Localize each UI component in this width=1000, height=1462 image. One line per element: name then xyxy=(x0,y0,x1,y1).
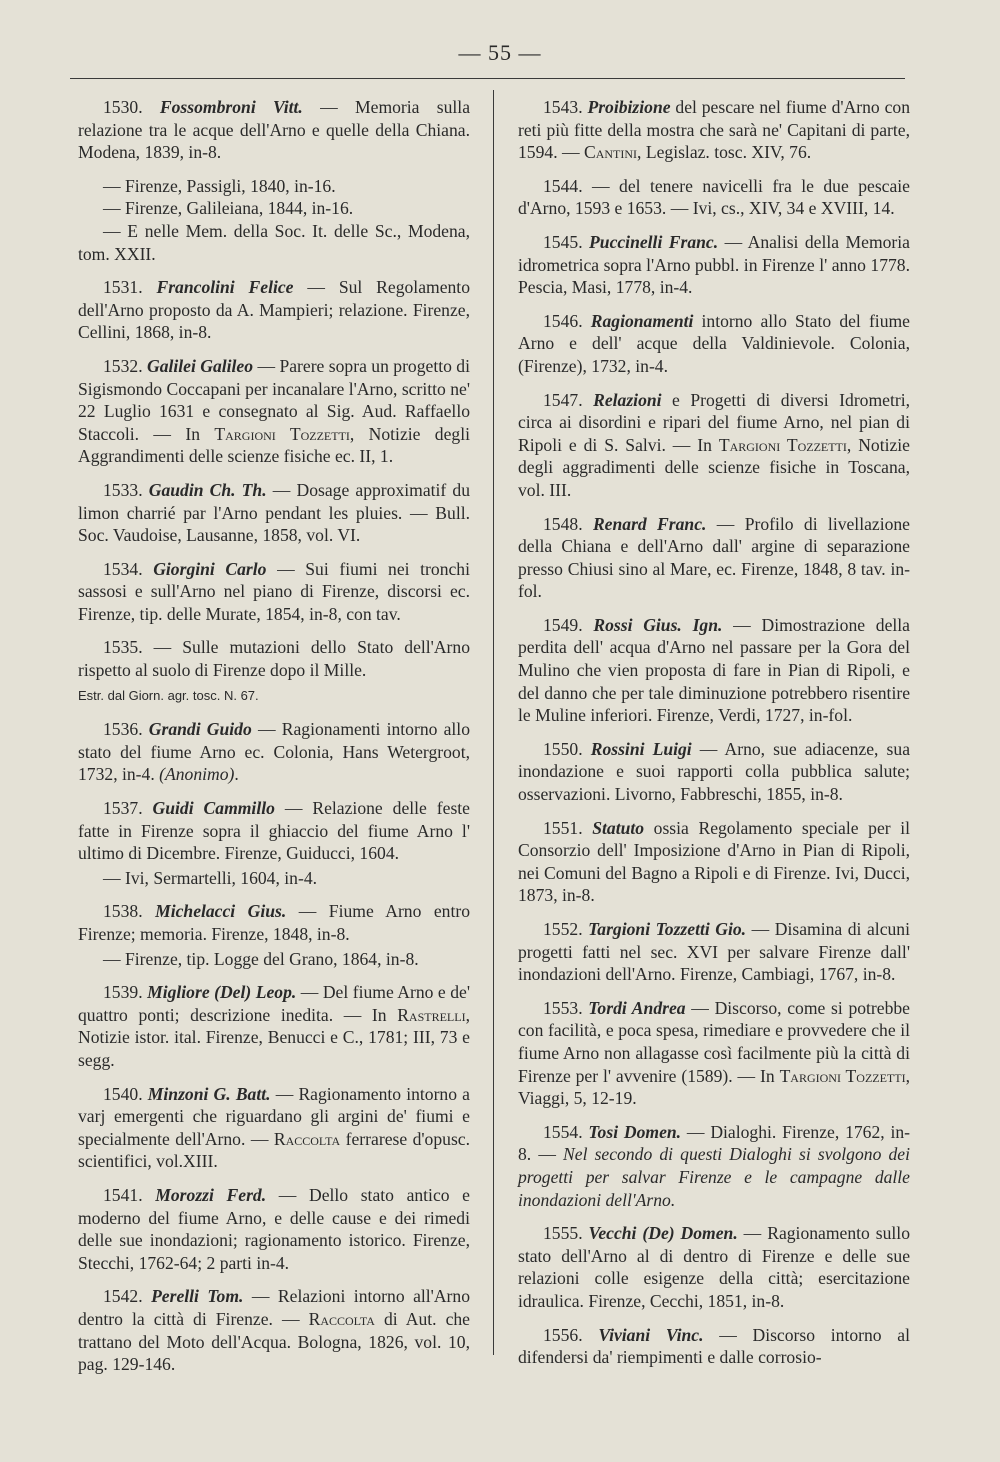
entry-number: 1544. xyxy=(543,175,583,196)
entry-number: 1551. xyxy=(543,817,583,838)
entry-number: 1536. xyxy=(103,719,143,740)
entry-text: ferrarese d'opusc. scientifici, vol.XIII. xyxy=(78,1128,471,1172)
bibliography-entry xyxy=(518,817,910,907)
entry-text: — Discorso intorno al difendersi da' riempimenti e dalle corrosio- xyxy=(518,1324,910,1368)
bibliography-entry xyxy=(78,636,470,681)
entry-author: Puccinelli Franc. xyxy=(589,231,719,252)
bibliography-entry xyxy=(518,1121,910,1211)
bibliography-entry xyxy=(78,1083,470,1173)
entry-number: 1554. xyxy=(543,1121,583,1142)
entry-text: , Notizie degli Aggrandimenti delle scienze fisiche ec. II, 1. xyxy=(78,423,470,467)
entry-italic-text: Nel secondo di questi Dialoghi si svolgono dei progetti per salvar Firenze e le campagne dalle inondazioni dell'Arno. xyxy=(518,1144,910,1210)
entry-number: 1545. xyxy=(543,231,583,252)
entry-continuation: — Firenze, Passigli, 1840, in-16. xyxy=(103,175,336,196)
entry-text: — Fiume Arno entro Firenze; memoria. Firenze, 1848, in-8. xyxy=(78,901,470,944)
entry-author: Ragionamenti xyxy=(590,310,694,331)
entry-text: del pescare nel fiume d'Arno con reti più fitte della mostra che sarà ne' Capitani di parte, 1594. — xyxy=(518,97,910,163)
bibliography-entry xyxy=(518,1222,910,1312)
entry-source: Raccolta xyxy=(308,1308,375,1329)
entry-number: 1539. xyxy=(103,982,143,1003)
entry-text: — Dialoghi. Firenze, 1762, in-8. — xyxy=(518,1121,911,1165)
entry-text: — Ragionamento sullo stato dell'Arno al di dentro di Firenze e delle sue relazioni colle esigenze della città; esercitazione idraulica. Firenze, Cecchi, 1851, in-8. xyxy=(518,1223,910,1311)
bibliography-entry xyxy=(518,1324,910,1369)
entry-author: Giorgini Carlo xyxy=(153,558,267,579)
entry-text: — Dello stato antico e moderno del fiume Arno, e delle cause e dei rimedi delle sue inondazioni; ragionamento istorico. Firenze, Stecchi, 1762-64; 2 parti in-4. xyxy=(78,1184,470,1273)
entry-text: ossia Regolamento speciale per il Consorzio dell' Imposizione d'Arno in Pian di Ripoli, nei Comuni del Bagno a Ripoli e di Firenze. Ivi, Ducci, 1873, in-8. xyxy=(518,817,911,906)
entry-text: — Discorso, come si potrebbe con facilità, e poca spesa, rimediare e provvedere che il fiume Arno non allagasse così facilmente più la città di Firenze per l' avvenire (1589). — In xyxy=(518,997,910,1086)
bibliography-entry xyxy=(78,1184,470,1274)
bibliography-entry xyxy=(518,96,910,164)
entry-author: Galilei Galileo xyxy=(147,355,254,376)
entry-number: 1549. xyxy=(543,614,583,635)
entry-author: Minzoni G. Batt. xyxy=(147,1083,271,1104)
entry-number: 1547. xyxy=(543,389,583,410)
header-rule xyxy=(70,78,905,79)
bibliography-entry xyxy=(78,1285,470,1375)
bibliography-entry xyxy=(78,355,470,468)
bibliography-entry xyxy=(78,981,470,1071)
entry-text: — Parere sopra un progetto di Sigismondo Coccapani per incanalare l'Arno, scritto ne' 22 Luglio 1631 e consegnato al Sig. Aud. Raffaello Staccoli. — In xyxy=(78,355,470,444)
entry-text: intorno allo Stato del fiume Arno e dell' acque della Valdinievole. Colonia, (Firenze), 1732, in-4. xyxy=(518,310,910,376)
entry-text: — Profilo di livellazione della Chiana e dell'Arno dall' argine di separazione presso Chiusi sino al Mare, ec. Firenze, 1848, 8 tav. in-fol. xyxy=(518,513,910,602)
bibliography-entry xyxy=(78,797,470,865)
bibliography-entry xyxy=(518,614,910,727)
entry-author: Rossi Gius. Ign. xyxy=(593,614,723,635)
entry-number: 1530. xyxy=(103,97,143,117)
bibliography-entry xyxy=(518,389,910,502)
entry-text: — Sui fiumi nei tronchi sassosi e sull'Arno nel piano di Firenze, discorsi ec. Firenze, tip. delle Murate, 1854, in-8, con tav. xyxy=(78,558,470,624)
bibliography-entry xyxy=(78,900,470,945)
entry-text: di Aut. che trattano del Moto dell'Acqua. Bologna, 1826, vol. 10, pag. 129-146. xyxy=(78,1308,470,1375)
bibliography-entry xyxy=(518,738,910,806)
entry-author: Targioni Tozzetti Gio. xyxy=(588,919,747,939)
entry-number: 1555. xyxy=(543,1223,583,1244)
entry-text: — Analisi della Memoria idrometrica sopra l'Arno pubbl. in Firenze l' anno 1778. Pescia, Masi, 1778, in-4. xyxy=(518,231,910,298)
bibliography-entry xyxy=(78,479,470,547)
entry-author: Morozzi Ferd. xyxy=(155,1184,267,1205)
entry-number: 1550. xyxy=(543,738,583,759)
entry-author: Perelli Tom. xyxy=(151,1286,244,1307)
bibliography-entry xyxy=(78,96,470,164)
entry-author: Tordi Andrea xyxy=(588,997,686,1018)
entry-number: 1534. xyxy=(103,558,143,579)
entry-text: — Relazione delle feste fatte in Firenze sopra il ghiaccio del fiume Arno l' ultimo di Dicembre. Firenze, Guiducci, 1604. xyxy=(78,798,470,864)
right-column xyxy=(518,96,910,1380)
entry-text: — Arno, sue adiacenze, sua inondazione e suoi rapporti colla pubblica salute; osservazioni. Livorno, Fabbreschi, 1855, in-8. xyxy=(518,738,911,805)
page-number: — 55 — xyxy=(458,40,542,65)
entry-continuation: — Firenze, Galileiana, 1844, in-16. xyxy=(103,198,354,219)
entry-text: — Ragionamenti intorno allo stato del fiume Arno ec. Colonia, Hans Wetergroot, 1732, in-4. xyxy=(78,719,470,785)
entry-source: Targioni Tozzetti xyxy=(214,423,350,444)
entry-number: 1553. xyxy=(543,997,583,1018)
entry-text: — Sulle mutazioni dello Stato dell'Arno rispetto al suolo di Firenze dopo il Mille. xyxy=(78,637,470,681)
entry-text: — Ragionamento intorno a varj emergenti che riguardano gli argini de' fiumi e specialmente dell'Arno. — xyxy=(78,1083,470,1149)
entry-text: , Legislaz. tosc. XIV, 76. xyxy=(637,142,812,163)
entry-source: Targioni Tozzetti xyxy=(779,1065,906,1086)
entry-number: 1540. xyxy=(103,1083,143,1104)
entry-text: — Dimostrazione della perdita dell' acqua d'Arno nel passare per la Gora del Mulino che vien proposta di fare in Pian di Ripoli, e del danno che per tale diminuzione potrebbero risentire le Muline inferiori. Firenze, Verdi, 1727, in-fol. xyxy=(518,614,910,726)
entry-source: Rastrelli xyxy=(397,1004,466,1025)
entry-author: Vecchi (De) Domen. xyxy=(588,1223,738,1244)
entry-text: e Progetti di diversi Idrometri, circa ai disordini e ripari del fiume Arno, nel pian di Ripoli e di S. Salvi. — In xyxy=(518,389,911,455)
entry-number: 1532. xyxy=(103,355,143,376)
entry-number: 1541. xyxy=(103,1184,143,1205)
entry-author: Viviani Vinc. xyxy=(598,1324,704,1345)
entry-text: — del tenere navicelli fra le due pescaie d'Arno, 1593 e 1653. — Ivi, cs., XIV, 34 e XVIII, 14. xyxy=(518,175,910,219)
entry-number: 1542. xyxy=(103,1286,143,1307)
entry-source: Raccolta xyxy=(273,1128,341,1149)
bibliography-entry xyxy=(518,175,910,220)
entry-text: , Notizie istor. ital. Firenze, Benucci e C., 1781; III, 73 e segg. xyxy=(78,1004,470,1070)
entry-number: 1556. xyxy=(543,1324,583,1345)
bibliography-entry xyxy=(78,276,470,344)
entry-author: Tosi Domen. xyxy=(588,1121,682,1142)
entry-text: — Relazioni intorno all'Arno dentro la città di Firenze. — xyxy=(78,1286,471,1329)
entry-text: — Disamina di alcuni progetti fatti nel sec. XVI per salvare Firenze dall' inondazioni dell'Arno. Firenze, Cambiagi, 1767, in-8. xyxy=(518,919,910,985)
entry-number: 1533. xyxy=(103,479,143,500)
entry-author: Gaudin Ch. Th. xyxy=(148,479,267,500)
entry-text: — Del fiume Arno e de' quattro ponti; descrizione inedita. — In xyxy=(78,982,470,1025)
entry-author: Michelacci Gius. xyxy=(155,901,287,922)
left-column xyxy=(78,96,470,1387)
entry-continuation: — Ivi, Sermartelli, 1604, in-4. xyxy=(103,867,318,888)
entry-continuation: — Firenze, tip. Logge del Grano, 1864, in-8. xyxy=(103,948,419,969)
entry-number: 1543. xyxy=(543,97,583,117)
entry-author: Rossini Luigi xyxy=(590,738,692,759)
entry-author: Francolini Felice xyxy=(156,277,294,298)
entry-author: Proibizione xyxy=(587,97,671,117)
column-divider xyxy=(493,90,494,1355)
entry-author: Statuto xyxy=(592,817,645,838)
entry-number: 1552. xyxy=(543,919,583,939)
entry-text: — Sul Regolamento dell'Arno proposto da A. Mampieri; relazione. Firenze, Cellini, 1868, in-8. xyxy=(78,277,470,343)
entry-source: Cantini xyxy=(583,142,638,163)
entry-text: — Memoria sulla relazione tra le acque dell'Arno e quelle della Chiana. Modena, 1839, in-8. xyxy=(78,97,470,163)
entry-note: Estr. dal Giorn. agr. tosc. N. 67. xyxy=(78,687,259,703)
entry-text: — Dosage approximatif du limon charrié par l'Arno pendant les pluies. — Bull. Soc. Vaudoise, Lausanne, 1858, vol. VI. xyxy=(78,479,470,546)
bibliography-entry xyxy=(78,558,470,626)
entry-author: Migliore (Del) Leop. xyxy=(147,982,297,1003)
entry-number: 1546. xyxy=(543,310,583,331)
entry-number: 1538. xyxy=(103,901,143,922)
entry-author: Relazioni xyxy=(593,389,662,410)
bibliography-entry xyxy=(518,918,910,986)
entry-author: Grandi Guido xyxy=(148,719,252,740)
entry-number: 1537. xyxy=(103,798,143,819)
entry-number: 1535. xyxy=(103,637,143,658)
entry-text: , Notizie degli aggradimenti delle scienze fisiche in Toscana, vol. III. xyxy=(518,434,910,500)
entry-continuation: — E nelle Mem. della Soc. It. delle Sc., Modena, tom. XXII. xyxy=(78,220,470,264)
entry-text: . xyxy=(234,764,239,785)
entry-author: Fossombroni Vitt. xyxy=(159,97,303,117)
entry-number: 1548. xyxy=(543,513,583,534)
bibliography-entry xyxy=(518,513,910,603)
bibliography-entry xyxy=(78,718,470,786)
bibliography-entry xyxy=(518,310,910,378)
bibliography-entry xyxy=(518,997,910,1110)
bibliography-entry xyxy=(518,231,910,299)
entry-italic-text: (Anonimo) xyxy=(159,764,235,785)
entry-author: Guidi Cammillo xyxy=(152,798,275,819)
entry-author: Renard Franc. xyxy=(592,513,707,534)
entry-source: Targioni Tozzetti xyxy=(718,434,847,455)
entry-text: , Viaggi, 5, 12-19. xyxy=(518,1065,910,1109)
entry-number: 1531. xyxy=(103,277,143,298)
